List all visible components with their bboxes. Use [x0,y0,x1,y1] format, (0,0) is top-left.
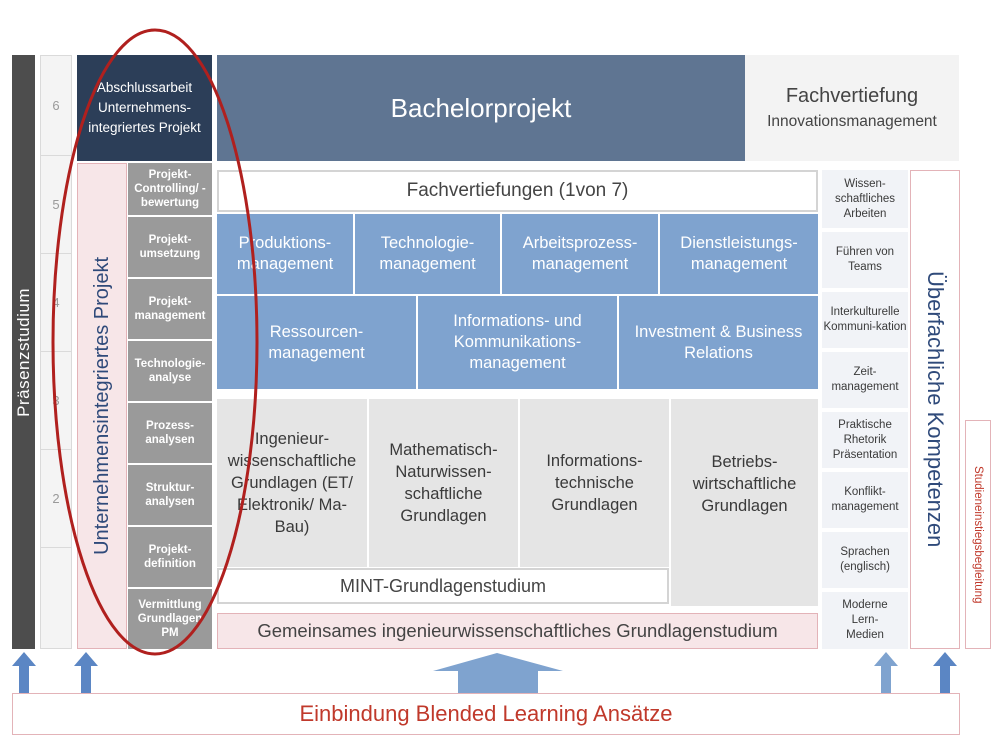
competency-sprachen: Sprachen (englisch) [822,532,908,588]
uip-box [77,163,127,649]
project-step-vermittlung: Vermittlung Grundlagen PM [128,589,212,649]
competency-konflikt: Konflikt-management [822,472,908,528]
praesenzstudium-label: Präsenzstudium [13,287,33,417]
project-step-umsetzung: Projekt-umsetzung [128,217,212,277]
module-arbeitsprozessmanagement: Arbeitsprozess-management [502,214,658,294]
grundlagen-mathematik: Mathematisch-Naturwissen-schaftliche Grundlagen [369,399,518,567]
fachvertiefungen-header [217,170,818,212]
grundlagen-betriebswirtschaft: Betriebs-wirtschaftliche Grundlagen [671,399,818,606]
gemeinsames-box [217,613,818,649]
competency-fuehren: Führen von Teams [822,232,908,288]
module-informationsmanagement: Informations- und Kommunikations-management [418,296,617,389]
blended-learning-box [12,693,960,735]
bachelorprojekt-box [217,55,745,161]
abschlussarbeit-label: Abschlussarbeit Unternehmens-integriertes Projekt [88,80,201,135]
mint-box [217,568,669,604]
project-step-technologieanalyse: Technologie-analyse [128,341,212,401]
fachvertiefungen-header-label: Fachvertiefungen (1von 7) [406,180,629,201]
fachvertiefung-subtitle: Innovationsmanagement [767,113,937,130]
project-step-management: Projekt-management [128,279,212,339]
fachvertiefung-title: Fachvertiefung [785,85,919,107]
arrow-up-icon [874,652,898,693]
abschlussarbeit-box [77,55,212,161]
arrow-up-icon [933,652,957,693]
studieneinstieg-box [965,420,991,649]
module-technologiemanagement: Technologie-management [355,214,500,294]
competency-wissenschaftliches-arbeiten: Wissen-schaftliches Arbeiten [822,170,908,228]
grundlagen-ingenieur: Ingenieur-wissenschaftliche Grundlagen (ET/ Elektronik/ Ma-Bau) [217,399,367,567]
blended-learning-label: Einbindung Blended Learning Ansätze [299,701,673,726]
semester-5: 5 [41,156,71,254]
bachelorprojekt-label: Bachelorprojekt [390,92,572,123]
studieneinstieg-label: Studieneinstiegsbegleitung [972,465,984,604]
semester-column [40,55,72,649]
arrow-up-icon [74,652,98,693]
competency-lernmedien: Moderne Lern-Medien [822,592,908,649]
arrow-up-icon [433,653,563,693]
competency-interkulturell: Interkulturelle Kommuni-kation [822,292,908,348]
uip-label: Unternehmensintegriertes Projekt [90,257,113,555]
project-step-prozessanalysen: Prozess-analysen [128,403,212,463]
semester-4: 4 [41,254,71,352]
ueberfachliche-box [910,170,960,649]
praesenzstudium-bar [12,55,35,649]
competency-rhetorik: Praktische Rhetorik Präsentation [822,412,908,468]
semester-2: 2 [41,450,71,548]
module-produktionsmanagement: Produktions-management [217,214,353,294]
grundlagen-informationstechnik: Informations-technische Grundlagen [520,399,669,567]
module-ressourcenmanagement: Ressourcen-management [217,296,416,389]
module-dienstleistungsmanagement: Dienstleistungs-management [660,214,818,294]
mint-label: MINT-Grundlagenstudium [339,575,547,596]
project-step-controlling: Projekt-Controlling/ -bewertung [128,163,212,215]
arrow-up-icon [12,652,36,693]
project-step-strukturanalysen: Struktur-analysen [128,465,212,525]
competency-zeitmanagement: Zeit-management [822,352,908,408]
ueberfachliche-label: Überfachliche Kompetenzen [923,271,948,548]
semester-3: 3 [41,352,71,450]
module-investment: Investment & Business Relations [619,296,818,389]
fachvertiefung-box [745,55,959,161]
project-step-definition: Projekt-definition [128,527,212,587]
semester-6: 6 [41,56,71,156]
gemeinsames-label: Gemeinsames ingenieurwissenschaftliches Grundlagenstudium [257,620,778,641]
